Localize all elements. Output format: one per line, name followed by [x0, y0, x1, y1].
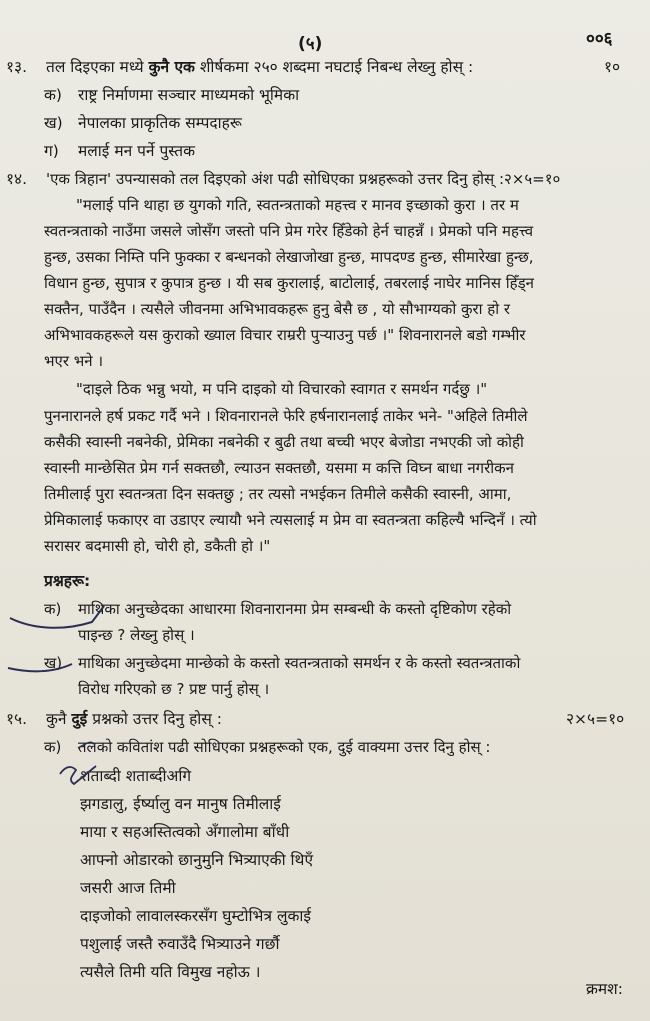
- passage-line: विधान हुन्छ, सुपात्र र कुपात्र हुन्छ । यी सब कुरालाई, बाटोलाई, तबरलाई नाघेर मानिस हिँड्न: [44, 274, 534, 292]
- passage-line: तिमीलाई पुरा स्वतन्त्रता दिन सक्तछु ; तर त्यसो नभईकन तिमीले कसैकी स्वास्नी, आमा,: [44, 485, 512, 503]
- q13-text-b: शीर्षकमा २५० शब्दमा नघटाई निबन्ध लेख्नु होस् :: [194, 58, 474, 76]
- q15-text-a: कुनै: [46, 710, 72, 728]
- page-code: ००६: [586, 29, 613, 49]
- q13-option-text: नेपालका प्राकृतिक सम्पदाहरू: [78, 114, 242, 132]
- passage-line: पुननारानले हर्ष प्रकट गर्दै भने । शिवनारानले फेरि हर्षनारानलाई ताकेर भने- "अहिले तिमीले: [44, 407, 528, 425]
- poem-line: त्यसैले तिमी यति विमुख नहोऊ ।: [80, 963, 261, 981]
- poem-line: पशुलाई जस्तै रुवाउँदै भित्र्याउने गर्छौ: [80, 935, 280, 953]
- q13-marks: १०: [604, 58, 621, 76]
- passage-line: सरासर बदमासी हो, चोरी हो, डकैती हो ।": [44, 537, 271, 555]
- passage-line: हुन्छ, उसका निम्ति पनि फुक्का र बन्धनको लेखाजोखा हुन्छ, मापदण्ड हुन्छ, सीमारेखा हुन्छ,: [44, 248, 534, 266]
- q15-prompt: [46, 708, 222, 730]
- continued-label: क्रमश:: [586, 980, 623, 998]
- q14-sub-text: माथिका अनुच्छेदका आधारमा शिवनारानमा प्रेम सम्बन्धी के कस्तो दृष्टिकोण रहेको: [78, 600, 512, 618]
- q15-text-b: प्रश्नको उत्तर दिनु होस् :: [87, 710, 222, 728]
- passage-line: स्वतन्त्रताको नाउँमा जसले जोसँग जस्तो पनि प्रेम गरेर हिँडेको हेर्न चाहन्नँ । प्रेमको पनि महत्त्व: [44, 222, 534, 240]
- poem-line: झगडालु, ईर्ष्यालु वन मानुष तिमीलाई: [80, 795, 281, 813]
- q14-prompt: 'एक त्रिहान' उपन्यासको तल दिइएको अंश पढी सोधिएका प्रश्नहरूको उत्तर दिनु होस् :२×५=१०: [46, 170, 561, 188]
- poem-line: जसरी आज तिमी: [80, 879, 176, 897]
- q15-number: १५.: [6, 710, 28, 728]
- q13-prompt: [46, 56, 473, 78]
- q15-sub-text: तलको कवितांश पढी सोधिएका प्रश्नहरूको एक, दुई वाक्यमा उत्तर दिनु होस् :: [78, 738, 491, 756]
- poem-line: माया र सहअस्तित्वको अँगालोमा बाँधी: [80, 823, 290, 841]
- passage-line: "दाइले ठिक भन्नु भयो, म पनि दाइको यो विचारको स्वागत र समर्थन गर्दछु ।": [76, 380, 488, 398]
- poem-line: आफ्नो ओडारको छानुमुनि भित्र्याएकी थिएँ: [80, 851, 314, 869]
- q13-option-text: राष्ट्र निर्माणमा सञ्चार माध्यमको भूमिका: [78, 86, 300, 104]
- passage-line: कसैकी स्वास्नी नबनेकी, प्रेमिका नबनेकी र बुढी तथा बच्ची भएर बेजोडा नभएकी जो कोही: [44, 433, 524, 451]
- passage-line: प्रेमिकालाई फकाएर वा उडाएर ल्यायौ भने त्यसलाई म प्रेम वा स्वतन्त्रता कहिल्यै भन्दिनँ । त्यो: [44, 511, 537, 529]
- q15-sub-label: क): [44, 738, 62, 756]
- q13-text-bold: कुनै एक: [148, 58, 195, 76]
- passage-line: भएर भने ।: [44, 352, 104, 370]
- q14-sub-text: माथिका अनुच्छेदमा मान्छेको के कस्तो स्वतन्त्रताको समर्थन र के कस्तो स्वतन्त्रताको: [78, 654, 521, 672]
- q14-number: १४.: [6, 170, 28, 188]
- q13-text-a: तल दिइएका मध्ये: [46, 58, 149, 76]
- q13-option-text: मलाई मन पर्ने पुस्तक: [78, 142, 196, 160]
- q15-text-bold: दुई: [71, 710, 88, 728]
- poem-line: दाइजोको लावालस्करसँग घुम्टोभित्र लुकाई: [80, 907, 311, 925]
- q14-sub-label: क): [44, 600, 62, 618]
- q14-sub-text: विरोध गरिएको छ ? प्रष्ट पार्नु होस् ।: [78, 680, 270, 698]
- q13-number: १३.: [6, 58, 28, 76]
- passage-line: "मलाई पनि थाहा छ युगको गति, स्वतन्त्रताको महत्त्व र मानव इच्छाको कुरा । तर म: [76, 196, 519, 214]
- passage-line: अभिभावकहरूले यस कुराको ख्याल विचार राम्ररी पुऱ्याउनु पर्छ ।" शिवनारानले बडो गम्भीर: [44, 326, 526, 344]
- q14-sub-label: ख): [44, 654, 63, 672]
- q15-marks: २×५=१०: [566, 710, 625, 728]
- q13-option-label: ख): [44, 114, 63, 132]
- passage-line: स्वास्नी मान्छेसित प्रेम गर्न सक्तछौ, ल्याउन सक्तछौ, यसमा म कत्ति विघ्न बाधा नगरीकन: [44, 459, 514, 477]
- q13-option-label: ग): [44, 142, 59, 160]
- questions-heading: प्रश्नहरू:: [44, 572, 91, 590]
- pen-stroke-b: [8, 664, 72, 671]
- q14-sub-text: पाइन्छ ? लेख्नु होस् ।: [78, 626, 195, 644]
- poem-line: शताब्दी शताब्दीअगि: [80, 767, 192, 785]
- page-number: (५): [298, 34, 323, 54]
- passage-line: सक्तैन, पाउँदैन । त्यसैले जीवनमा अभिभावकहरू हुनु बेसै छ , यो सौभाग्यको कुरा हो र: [44, 300, 511, 318]
- q13-option-label: क): [44, 86, 62, 104]
